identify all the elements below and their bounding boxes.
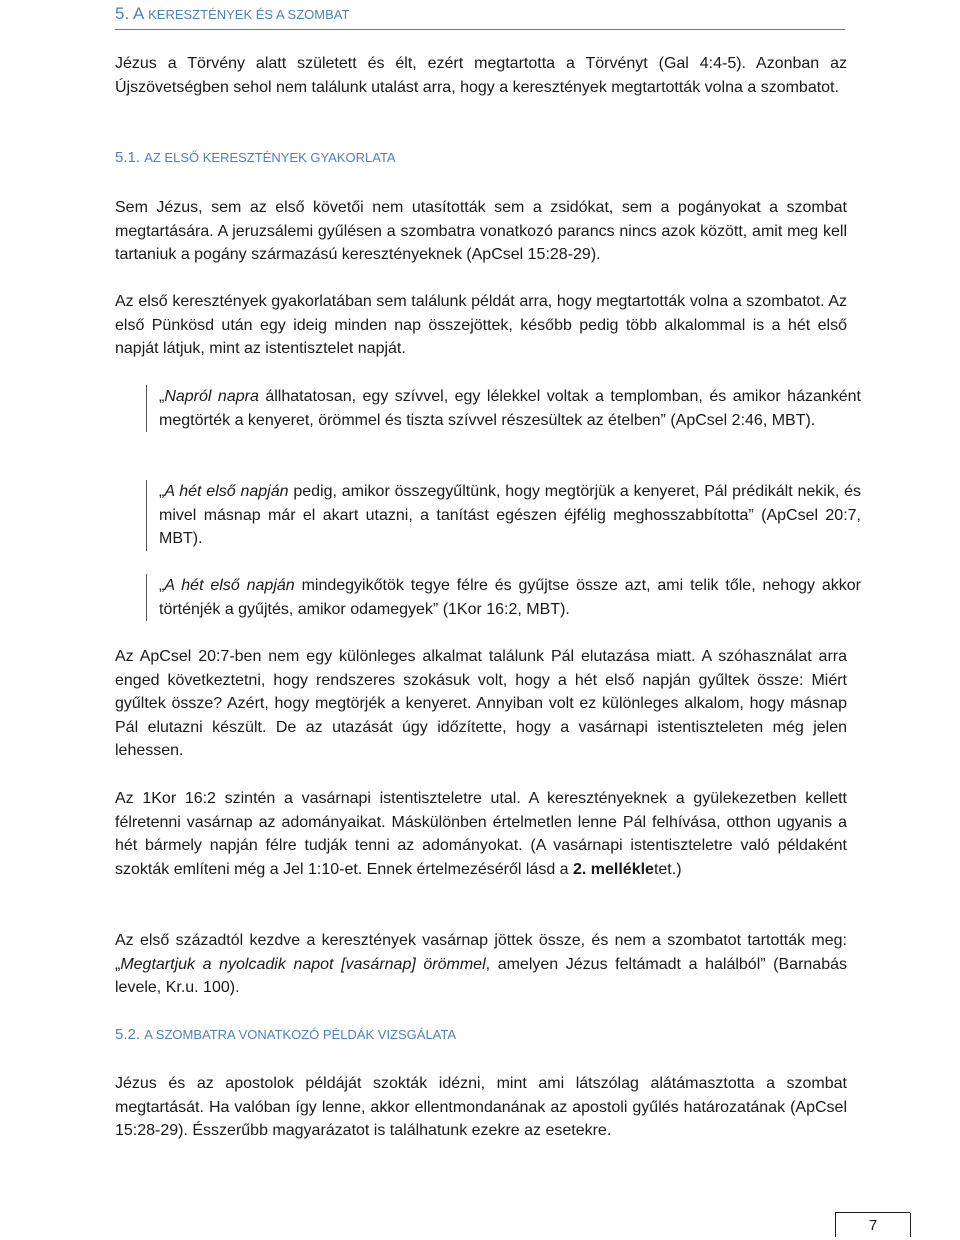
quote-2-text: pedig, amikor összegyűltünk, hogy megtörjük a kenyeret, Pál prédikált nekik, és mivel másnap már el akart utazni, a tanítást egészen éjfélig meghosszabbította” (ApCsel 20:7, MBT).: [159, 483, 861, 547]
paragraph-4-text: Az 1Kor 16:2 szintén a vasárnapi istentiszteletre utal. A keresztényeknek a gyülekezetben kellett félretenni vasárnap az adományaikat. Máskülönben értelmetlen lenne Pál felhívása, otthon ugyanis a hét bármely napján félre tudják tenni az adományokat. (A vasárnapi istentiszteletre való példaként szokták említeni még a Jel 1:10-et. Ennek értelmezéséről lásd a: [115, 790, 847, 878]
section-5-1-title: AZ ELSŐ KERESZTÉNYEK GYAKORLATA: [144, 150, 396, 165]
quote-1-open: „: [159, 388, 165, 405]
section-5-title: KERESZTÉNYEK ÉS A SZOMBAT: [148, 7, 350, 22]
page-number: 7: [835, 1213, 911, 1237]
quote-1: [146, 385, 861, 432]
section-5-1-number: 5.1.: [115, 149, 141, 166]
quote-2: [146, 480, 861, 551]
paragraph-5: [115, 929, 847, 1000]
paragraph-3: Az ApCsel 20:7-ben nem egy különleges alkalmat találunk Pál elutazása miatt. A szóhasználat arra enged következtetni, hogy rendszeres szokásuk volt, hogy a hét első napján gyűltek össze: Miért gyűltek össze? Azért, hogy megtörjék a kenyeret. Annyiban volt ez különleges alkalom, hogy másnap Pál elutazni készült. De az utazását úgy időzítette, hogy a vasárnapi istentiszteleten még jelen lehessen.: [115, 648, 847, 759]
section-5-number: 5. A: [115, 4, 144, 23]
paragraph-4-end: tet.): [653, 860, 682, 878]
quote-2-open: „: [159, 483, 165, 500]
paragraph-2: Az első keresztények gyakorlatában sem találunk példát arra, hogy megtartották volna a szombatot. Az első Pünkösd után egy ideig minden nap összejöttek, később pedig több alkalommal is a hét első napját látjuk, mint az istentisztelet napját.: [115, 293, 847, 357]
paragraph-5-text: Az első századtól kezdve a keresztények vasárnap jöttek össze, és nem a szombatot tartották meg: „: [115, 932, 847, 973]
paragraph-5-end: , amelyen Jézus feltámadt a halálból” (Barnabás levele, Kr.u. 100).: [115, 955, 848, 996]
quote-3-open: „: [159, 577, 165, 594]
paragraph-6: Jézus és az apostolok példáját szokták idézni, mint ami látszólag alátámasztotta a szombat megtartását. Ha valóban így lenne, akkor ellentmondanának az apostoli gyűlés határozatának (ApCsel 15:28-29). Ésszerűbb magyarázatot is találhatunk ezekre az esetekre.: [115, 1075, 847, 1139]
quote-3-text: mindegyikőtök tegye félre és gyűjtse össze azt, ami telik tőle, nehogy akkor történjék a gyűjtés, amikor odamegyek” (1Kor 16:2, MBT).: [159, 577, 862, 618]
appendix-reference: 2. mellékle: [573, 860, 654, 878]
section-5-2-title: A SZOMBATRA VONATKOZÓ PÉLDÁK VIZSGÁLATA: [144, 1027, 457, 1042]
quote-2-italic: A hét első napján: [164, 483, 289, 500]
section-5-2-heading: [115, 1025, 456, 1045]
section-5-1-heading: [115, 148, 396, 168]
section-5-heading: [115, 2, 845, 30]
quote-1-text: állhatatosan, egy szívvel, egy lélekkel voltak a templomban, és amikor házanként megtörték a kenyeret, örömmel és tiszta szívvel részesültek az ételben” (ApCsel 2:46, MBT).: [159, 388, 862, 429]
quote-3-italic: A hét első napján: [164, 577, 295, 594]
section-5-2-number: 5.2.: [115, 1026, 141, 1043]
paragraph-5-quote: Megtartjuk a nyolcadik napot [vasárnap] örömmel: [120, 955, 486, 973]
quote-3: [146, 574, 861, 621]
paragraph-1: Sem Jézus, sem az első követői nem utasították sem a zsidókat, sem a pogányokat a szombat megtartására. A jeruzsálemi gyűlésen a szombatra vonatkozó parancs nincs azok között, amit meg kell tartaniuk a pogány származású keresztényeknek (ApCsel 15:28-29).: [115, 199, 847, 263]
page-footer: [835, 1212, 910, 1239]
paragraph-4: [115, 787, 847, 881]
quote-1-italic: Napról napra: [164, 388, 259, 405]
intro-paragraph: Jézus a Törvény alatt született és élt, ezért megtartotta a Törvényt (Gal 4:4-5). Azonban az Újszövetségben sehol nem találunk utalást arra, hogy a keresztények megtartották volna a szombatot.: [115, 55, 847, 96]
